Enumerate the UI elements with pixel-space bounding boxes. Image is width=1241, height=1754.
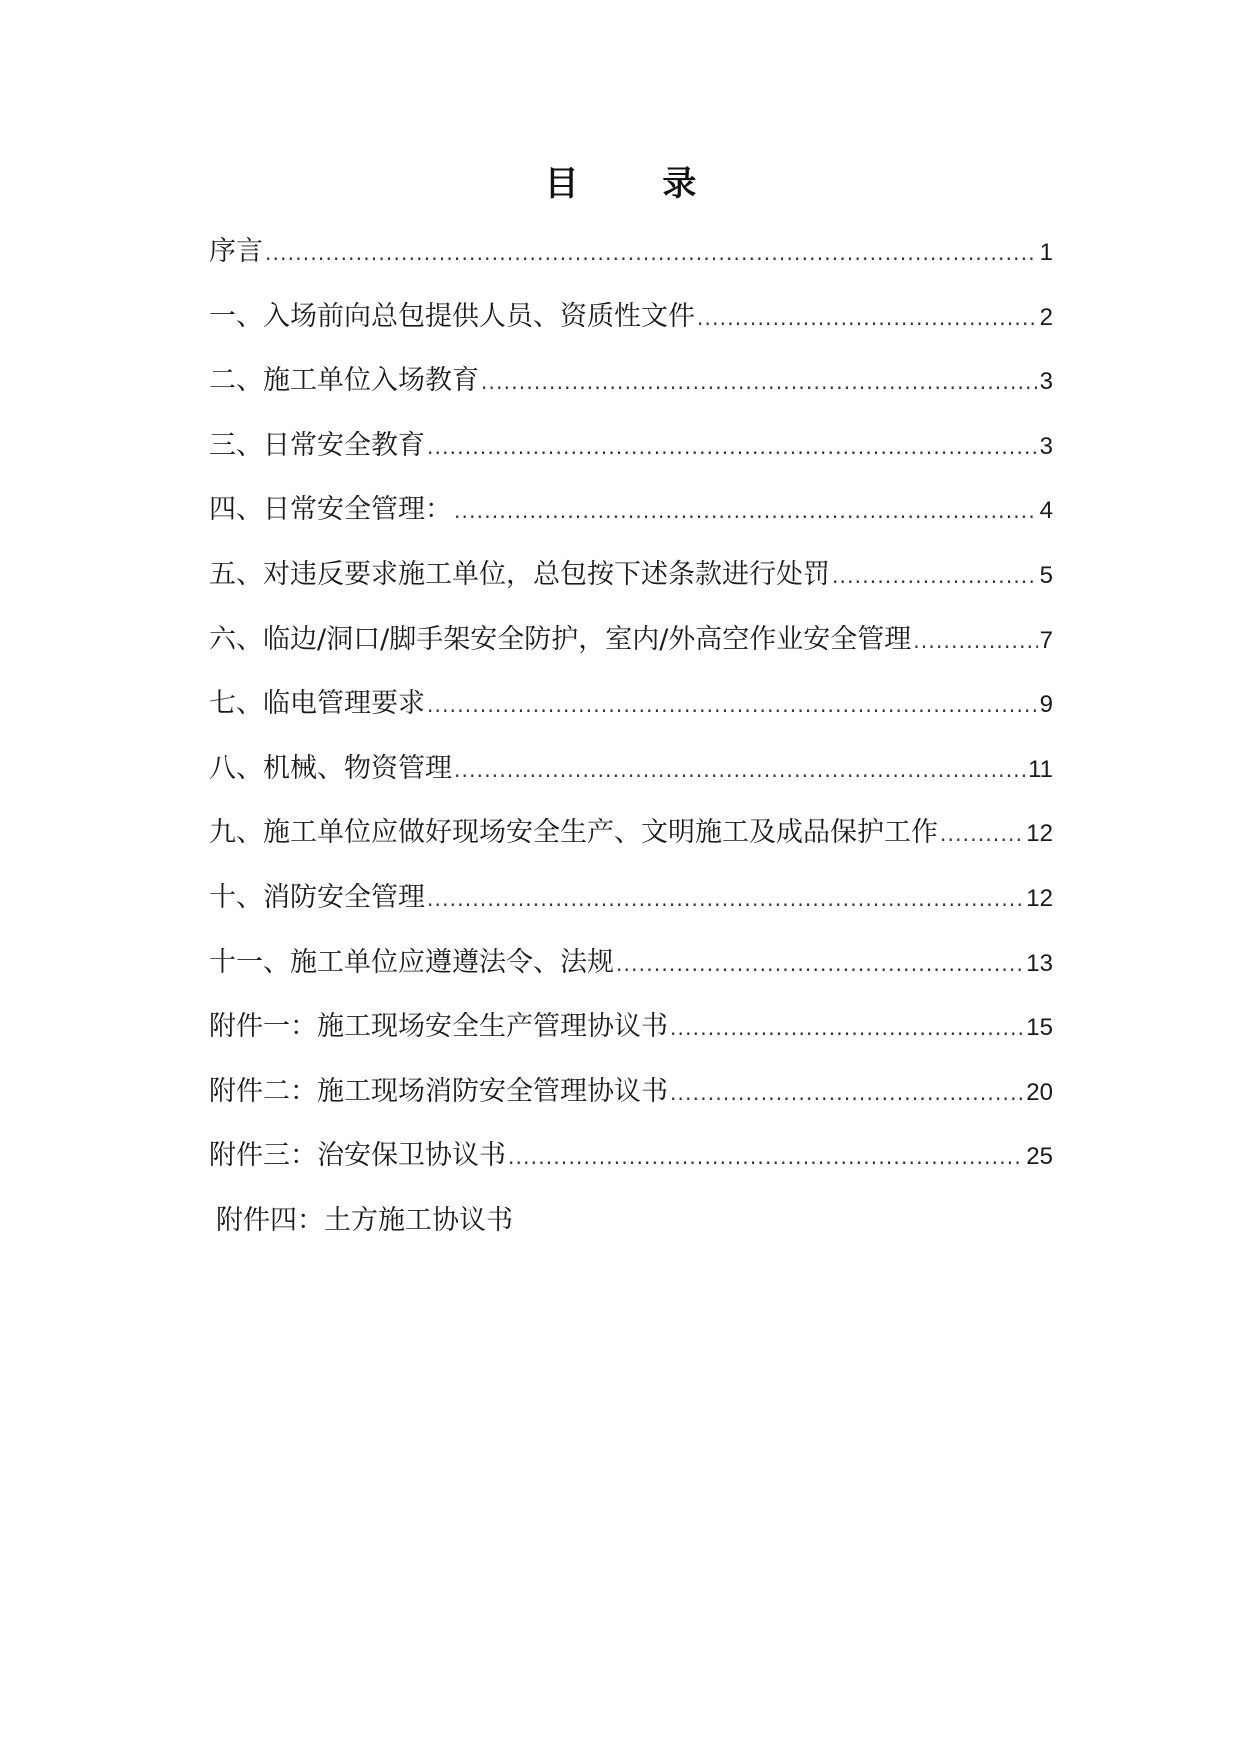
toc-entry-page: 15	[1026, 1014, 1053, 1042]
toc-entry[interactable]	[209, 220, 1053, 285]
toc-entry[interactable]	[209, 414, 1053, 479]
toc-entry[interactable]	[209, 1124, 1053, 1189]
toc-entry-page: 13	[1026, 949, 1053, 977]
toc-leader-dots	[427, 673, 1038, 737]
toc-entry-page: 11	[1028, 755, 1053, 783]
toc-leader-dots	[670, 996, 1024, 1060]
toc-leader-dots	[508, 1125, 1024, 1189]
toc-leader-dots	[265, 221, 1038, 285]
toc-entry-page: 7	[1039, 626, 1053, 654]
toc-entry-label: 九、施工单位应做好现场安全生产、文明施工及成品保护工作	[209, 817, 938, 849]
toc-entry-page: 5	[1039, 561, 1053, 589]
toc-leader-dots	[940, 802, 1024, 866]
toc-leader-dots	[427, 867, 1024, 931]
toc-leader-dots	[454, 479, 1038, 543]
toc-entry-page: 1	[1039, 239, 1053, 266]
toc-entry[interactable]	[209, 737, 1053, 802]
toc-leader-dots	[670, 1061, 1024, 1125]
toc-entry-label: 十一、施工单位应遵遵法令、法规	[209, 946, 614, 978]
toc-entry-label: 附件四：土方施工协议书	[216, 1204, 513, 1236]
toc-entry-label: 五、对违反要求施工单位，总包按下述条款进行处罚	[209, 558, 830, 590]
toc-entry[interactable]	[209, 349, 1053, 414]
toc-leader-dots	[454, 738, 1026, 802]
toc-entry-page: 3	[1039, 432, 1053, 460]
toc-entry-page: 12	[1026, 884, 1053, 912]
toc-leader-dots	[832, 544, 1038, 608]
toc-leader-dots	[697, 286, 1038, 350]
toc-entry-label: 附件三：治安保卫协议书	[209, 1140, 506, 1172]
toc-entry-label: 一、入场前向总包提供人员、资质性文件	[209, 300, 695, 332]
toc-entry[interactable]	[209, 931, 1053, 996]
toc-entry-label: 七、临电管理要求	[209, 688, 425, 720]
toc-entry-label: 附件一：施工现场安全生产管理协议书	[209, 1011, 668, 1043]
toc-entry-page: 12	[1026, 820, 1053, 848]
toc-leader-dots	[913, 609, 1037, 673]
toc-leader-dots	[481, 350, 1038, 414]
toc-entry-page: 4	[1039, 497, 1053, 525]
toc-entry-page: 2	[1039, 303, 1053, 331]
toc-entry-label: 十、消防安全管理	[209, 881, 425, 913]
toc-leader-dots	[427, 415, 1038, 479]
toc-entry[interactable]	[209, 543, 1053, 608]
toc-entry-page: 25	[1026, 1143, 1053, 1171]
toc-entry-page: 3	[1039, 368, 1053, 396]
page-title: 目 录	[544, 164, 733, 204]
toc-entry[interactable]	[209, 995, 1053, 1060]
toc-entry-label: 附件二：施工现场消防安全管理协议书	[209, 1075, 668, 1107]
toc-entry[interactable]	[209, 1189, 1053, 1254]
toc-leader-dots	[616, 932, 1024, 996]
toc-entry[interactable]	[209, 801, 1053, 866]
toc-entry-page: 20	[1026, 1078, 1053, 1106]
table-of-contents	[209, 220, 1053, 1254]
toc-entry[interactable]	[209, 608, 1053, 673]
toc-entry[interactable]	[209, 285, 1053, 350]
toc-entry[interactable]	[209, 672, 1053, 737]
toc-entry-label: 四、日常安全管理：	[209, 494, 452, 526]
toc-entry-label: 六、临边/洞口/脚手架安全防护，室内/外高空作业安全管理	[209, 623, 912, 655]
toc-entry-label: 序言	[209, 236, 263, 267]
toc-entry[interactable]	[209, 1060, 1053, 1125]
toc-entry-page: 9	[1039, 691, 1053, 719]
toc-entry-label: 二、施工单位入场教育	[209, 365, 479, 397]
toc-entry[interactable]	[209, 478, 1053, 543]
toc-entry[interactable]	[209, 866, 1053, 931]
toc-entry-label: 三、日常安全教育	[209, 429, 425, 461]
toc-entry-label: 八、机械、物资管理	[209, 752, 452, 784]
